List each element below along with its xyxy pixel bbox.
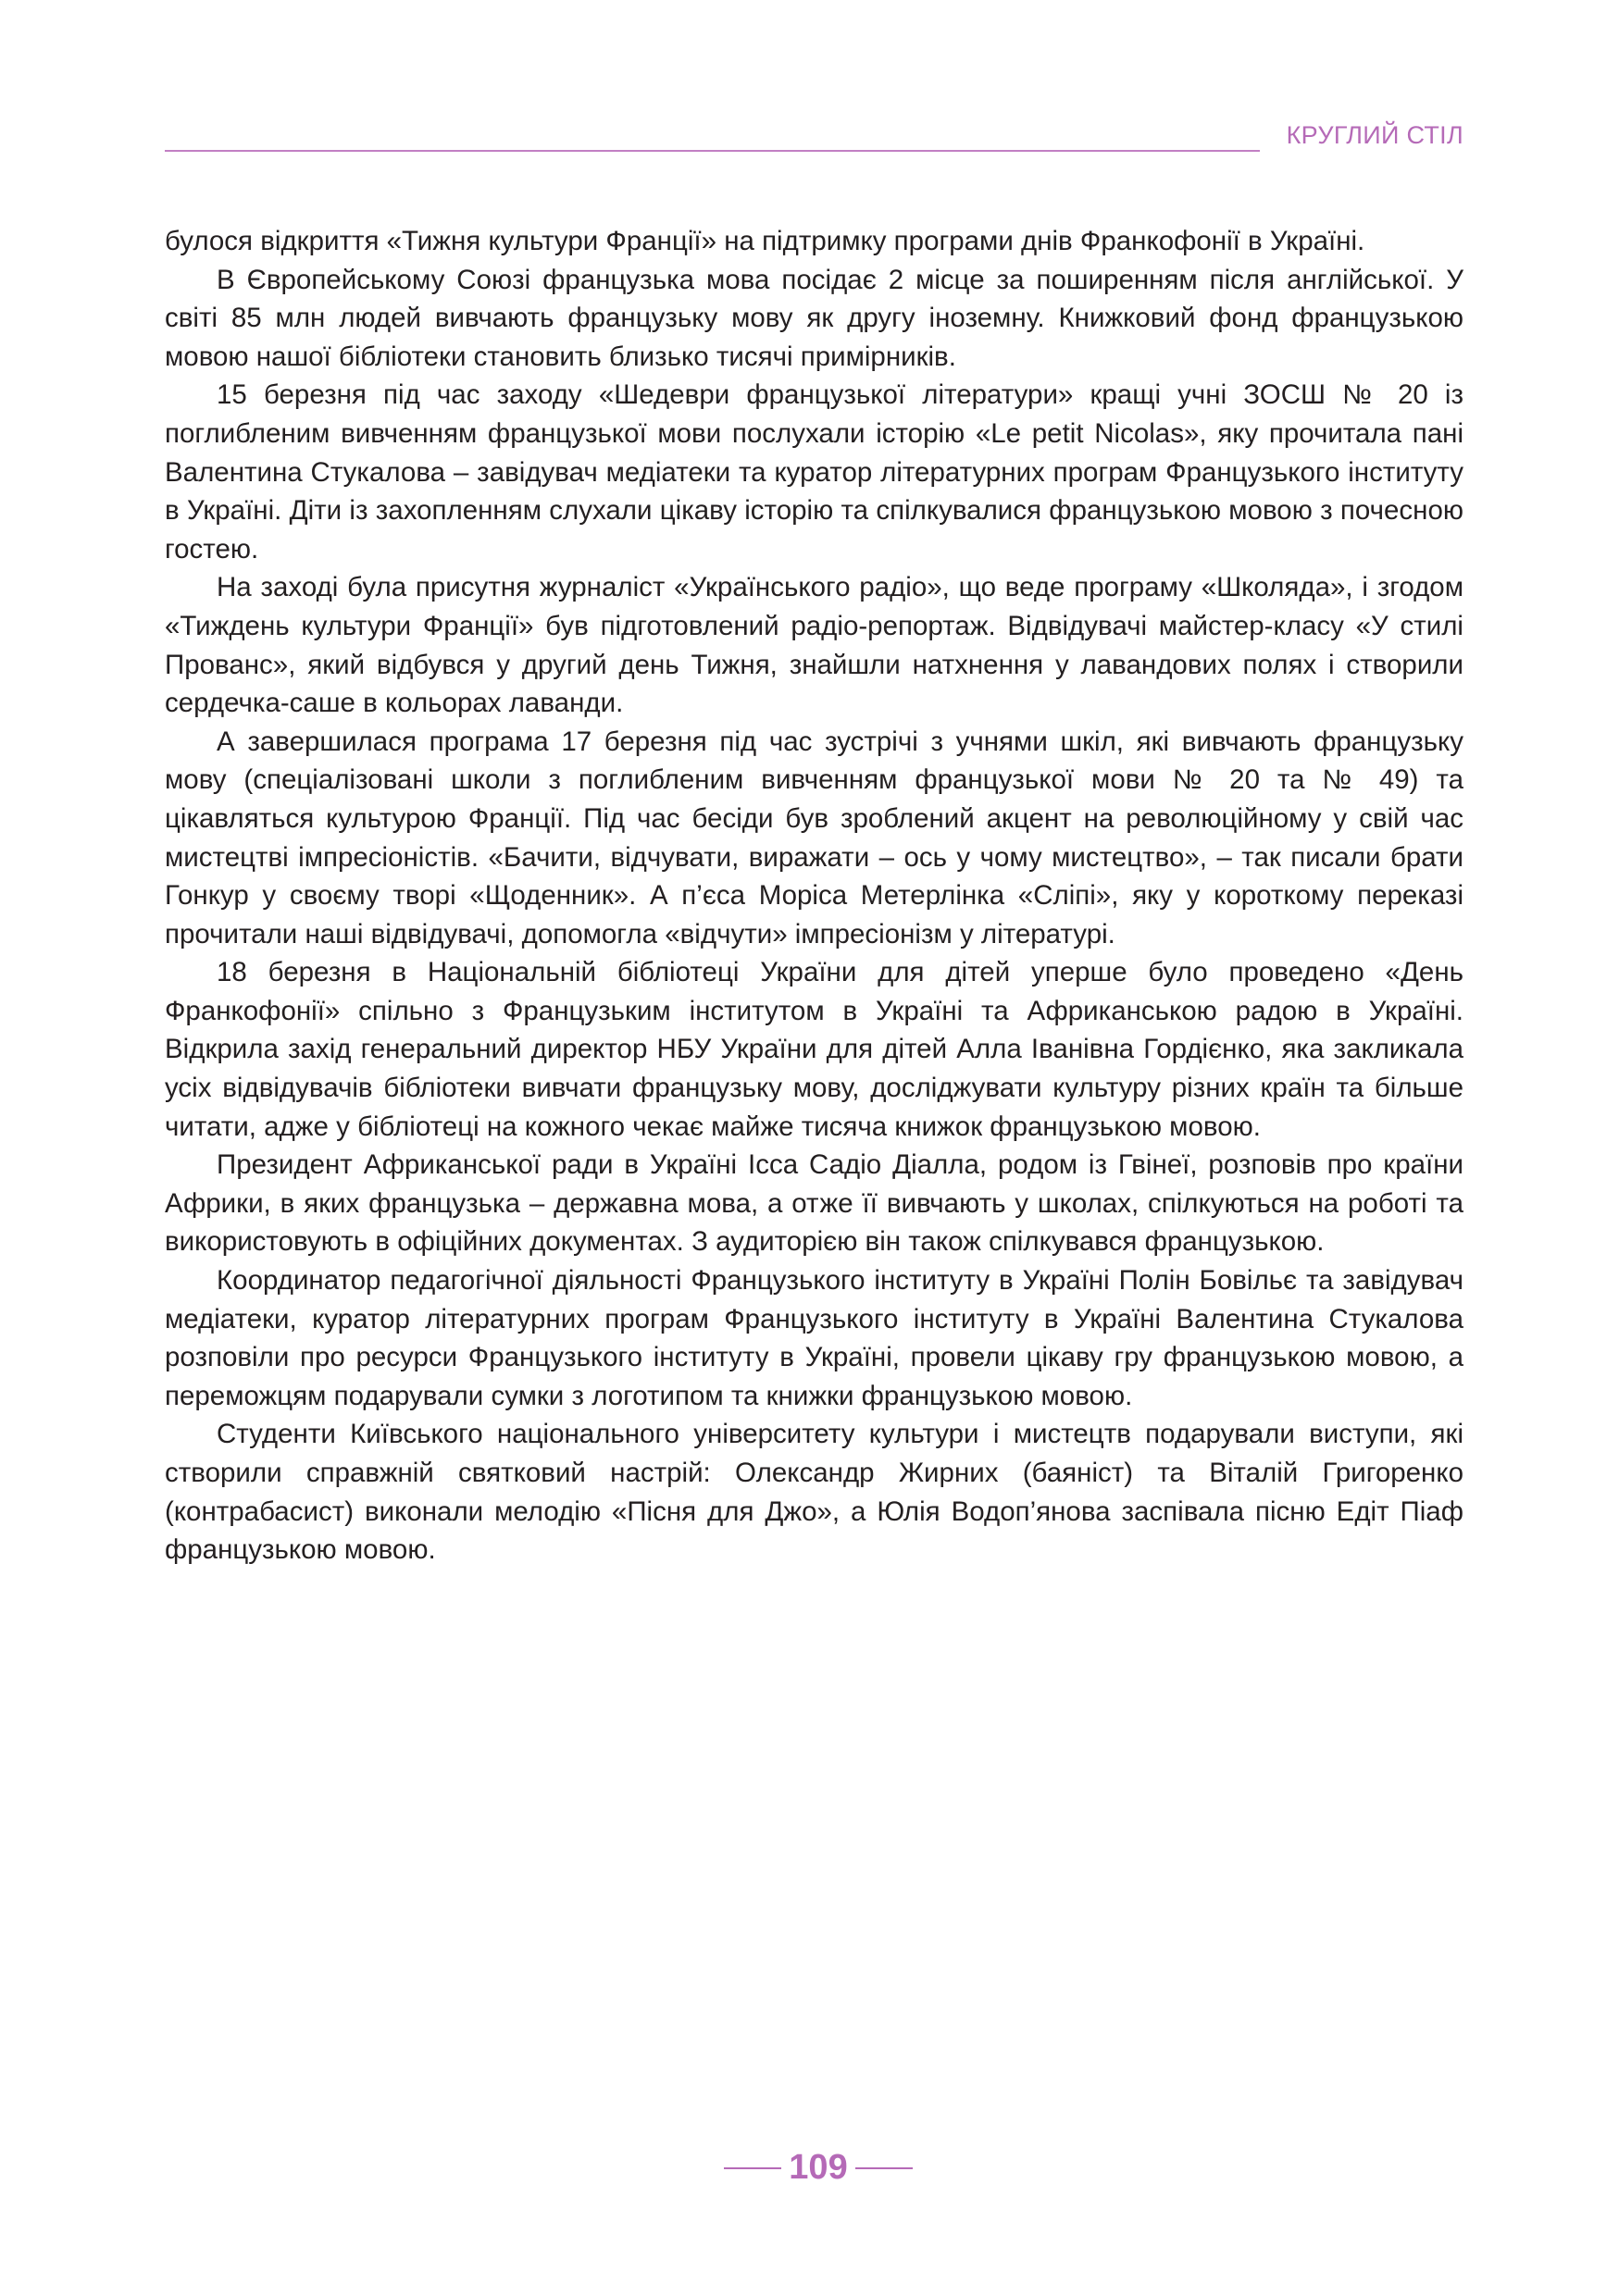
running-header: [165, 122, 1463, 154]
section-title: КРУГЛИЙ СТІЛ: [1286, 121, 1463, 149]
paragraph-5: А завершилася програма 17 березня під час зустрічі з учнями шкіл, які вивчають французьку мову (спеціалізовані школи з поглибленим вивченням французької мови № 20 та № 49) та цікавляться культурою Франції. Під час бесіди був зроблений акцент на революційному у свій час мистецтві імпресіоністів. «Бачити, відчувати, виражати – ось у чому мистецтво», – так писали брати Гонкур у своєму творі «Щоденник». А п’єса Моріса Метерлінка «Сліпі», яку у короткому переказі прочитали наші відвідувачі, допомогла «відчути» імпресіонізм у літературі.: [165, 726, 1463, 949]
paragraph-9: Студенти Київського національного університету культури і мистецтв подарували виступи, які створили справжній святковий настрій: Олександр Жирних (баяніст) та Віталій Григоренко (контрабасист) виконали мелодію «Пісня для Джо», а Юлія Водоп’янова заспівала пісню Едіт Піаф французькою мовою.: [165, 1419, 1463, 1566]
page-number: 109: [789, 2148, 848, 2187]
paragraph-8: Координатор педагогічної діяльності Французького інституту в Україні Полін Бовільє та завідувач медіатеки, куратор літературних програм Французького інституту в Україні Валентина Стукалова розповіли про ресурси Французького інституту в Україні, провели цікаву гру французькою мовою, а переможцям подарували сумки з логотипом та книжки французькою мовою.: [165, 1265, 1463, 1411]
page-footer: [0, 2145, 1619, 2190]
paragraph-2: В Європейському Союзі французька мова посідає 2 місце за поширенням після англійської. У світі 85 млн людей вивчають французьку мову як другу іноземну. Книжковий фонд французькою мовою нашої бібліотеки становить близько тисячі примірників.: [165, 264, 1463, 372]
paragraph-3: 15 березня під час заходу «Шедеври французької літератури» кращі учні ЗОСШ № 20 із поглибленим вивченням французької мови послухали історію «Le petit Nicolas», яку прочитала пані Валентина Стукалова – завідувач медіатеки та куратор літературних програм Французького інституту в Україні. Діти із захопленням слухали цікаву історію та спілкувалися французькою мовою з почесною гостею.: [165, 379, 1463, 565]
folio-rule-right: [855, 2167, 913, 2169]
paragraph-1: булося відкриття «Тижня культури Франції» на підтримку програми днів Франкофонії в Україні.: [165, 226, 1365, 256]
paragraph-6: 18 березня в Національній бібліотеці України для дітей уперше було проведено «День Франкофонії» спільно з Французьким інститутом в Україні та Африканською радою в Україні. Відкрила захід генеральний директор НБУ України для дітей Алла Іванівна Гордієнко, яка закликала усіх відвідувачів бібліотеки вивчати французьку мову, досліджувати культуру різних країн та більше читати, адже у бібліотеці на кожного чекає майже тисяча книжок французькою мовою.: [165, 957, 1463, 1142]
article-body: [165, 222, 1463, 1570]
paragraph-4: На заході була присутня журналіст «Українського радіо», що веде програму «Школяда», і згодом «Тиждень культури Франції» був підготовлений радіо-репортаж. Відвідувачі майстер-класу «У стилі Прованс», який відбувся у другий день Тижня, знайшли натхнення у лавандових полях і створили сердечка-саше в кольорах лаванди.: [165, 572, 1463, 719]
paragraph-7: Президент Африканської ради в Україні Ісса Садіо Діалла, родом із Гвінеї, розповів про країни Африки, в яких французька – державна мова, а отже її вивчають у школах, спілкуються на роботі та використовують в офіційних документах. З аудиторією він також спілкувався французькою.: [165, 1149, 1463, 1258]
header-rule: [165, 150, 1260, 152]
folio-rule-left: [724, 2167, 781, 2169]
